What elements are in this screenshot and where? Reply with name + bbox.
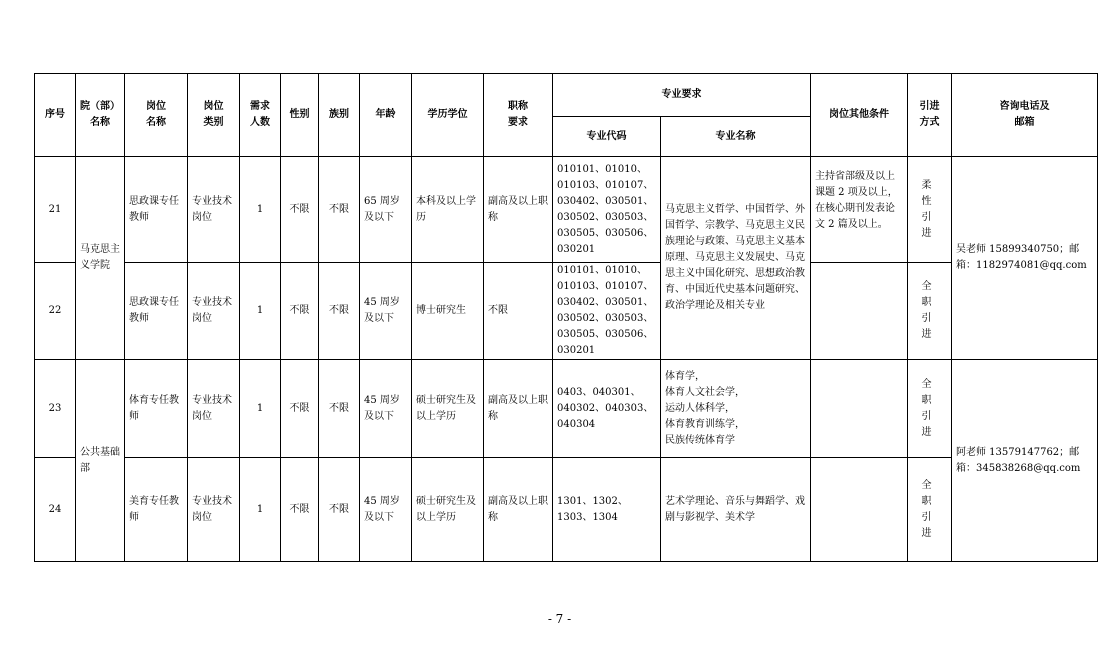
row-post-type: 专业技术岗位 (188, 458, 240, 562)
page-number: - 7 - (547, 612, 572, 626)
row-post-type: 专业技术岗位 (188, 157, 240, 263)
row-seq: 22 (35, 263, 76, 360)
row-major-code: 0403、040301、040302、040303、040304 (553, 360, 661, 458)
row-count: 1 (240, 263, 281, 360)
table-row (35, 458, 1098, 562)
row-title: 不限 (484, 263, 553, 360)
row-other (811, 263, 908, 360)
row-count: 1 (240, 458, 281, 562)
row-ethnicity: 不限 (319, 458, 360, 562)
row-age: 45 周岁及以下 (360, 360, 412, 458)
table-row (35, 360, 1098, 458)
header-post: 岗位 名称 (125, 74, 188, 157)
dept-cell: 公共基础部 (76, 360, 125, 562)
row-other (811, 458, 908, 562)
contact-cell: 阿老师 13579147762；邮箱：345838268@qq.com (952, 360, 1098, 562)
row-gender: 不限 (281, 458, 319, 562)
row-major-name: 体育学， 体育人文社会学， 运动人体科学， 体育教育训练学， 民族传统体育学 (661, 360, 811, 458)
contact-cell: 吴老师 15899340750；邮箱：1182974081@qq.com (952, 157, 1098, 360)
header-contact: 咨询电话及 邮箱 (952, 74, 1098, 157)
row-gender: 不限 (281, 360, 319, 458)
row-major-code: 1301、1302、1303、1304 (553, 458, 661, 562)
header-title: 职称 要求 (484, 74, 553, 157)
recruitment-table (34, 73, 1098, 562)
table-row (35, 263, 1098, 360)
row-education: 本科及以上学历 (412, 157, 484, 263)
row-method: 全 职 引 进 (908, 458, 952, 562)
header-seq: 序号 (35, 74, 76, 157)
row-seq: 24 (35, 458, 76, 562)
row-title: 副高及以上职称 (484, 360, 553, 458)
row-seq: 21 (35, 157, 76, 263)
header-age: 年龄 (360, 74, 412, 157)
row-gender: 不限 (281, 157, 319, 263)
row-other: 主持省部级及以上课题 2 项及以上，在核心期刊发表论文 2 篇及以上。 (811, 157, 908, 263)
row-education: 硕士研究生及以上学历 (412, 360, 484, 458)
header-ethnicity: 族别 (319, 74, 360, 157)
row-post-type: 专业技术岗位 (188, 263, 240, 360)
row-count: 1 (240, 157, 281, 263)
row-post-type: 专业技术岗位 (188, 360, 240, 458)
row-major-name: 艺术学理论、音乐与舞蹈学、戏剧与影视学、美术学 (661, 458, 811, 562)
row-seq: 23 (35, 360, 76, 458)
row-age: 45 周岁及以下 (360, 263, 412, 360)
row-education: 博士研究生 (412, 263, 484, 360)
row-major-code: 010101、01010、010103、010107、030402、030501、030502、030503、030505、030506、030201 (553, 157, 661, 263)
row-post: 思政课专任教师 (125, 263, 188, 360)
row-age: 65 周岁及以下 (360, 157, 412, 263)
row-education: 硕士研究生及以上学历 (412, 458, 484, 562)
row-major-code: 010101、01010、010103、010107、030402、030501、030502、030503、030505、030506、030201 (553, 263, 661, 360)
header-education: 学历学位 (412, 74, 484, 157)
header-count: 需求 人数 (240, 74, 281, 157)
table-row (35, 157, 1098, 263)
row-title: 副高及以上职称 (484, 458, 553, 562)
row-other (811, 360, 908, 458)
header-gender: 性别 (281, 74, 319, 157)
row-gender: 不限 (281, 263, 319, 360)
row-ethnicity: 不限 (319, 157, 360, 263)
header-major-name: 专业名称 (661, 117, 811, 157)
header-post-type: 岗位 类别 (188, 74, 240, 157)
header-major-req: 专业要求 (553, 74, 811, 117)
row-post: 体育专任教师 (125, 360, 188, 458)
major-name-cell: 马克思主义哲学、中国哲学、外国哲学、宗教学、马克思主义民族理论与政策、马克思主义基本原理、马克思主义发展史、马克思主义中国化研究、思想政治教育、中国近代史基本问题研究、政治学理论及相关专业 (661, 157, 811, 360)
row-method: 全 职 引 进 (908, 263, 952, 360)
row-count: 1 (240, 360, 281, 458)
dept-cell: 马克思主义学院 (76, 157, 125, 360)
row-method: 全 职 引 进 (908, 360, 952, 458)
row-post: 美育专任教师 (125, 458, 188, 562)
header-major-code: 专业代码 (553, 117, 661, 157)
row-title: 副高及以上职称 (484, 157, 553, 263)
row-post: 思政课专任教师 (125, 157, 188, 263)
header-dept: 院（部） 名称 (76, 74, 125, 157)
row-ethnicity: 不限 (319, 263, 360, 360)
header-other: 岗位其他条件 (811, 74, 908, 157)
header-method: 引进 方式 (908, 74, 952, 157)
row-method: 柔 性 引 进 (908, 157, 952, 263)
row-age: 45 周岁及以下 (360, 458, 412, 562)
row-ethnicity: 不限 (319, 360, 360, 458)
